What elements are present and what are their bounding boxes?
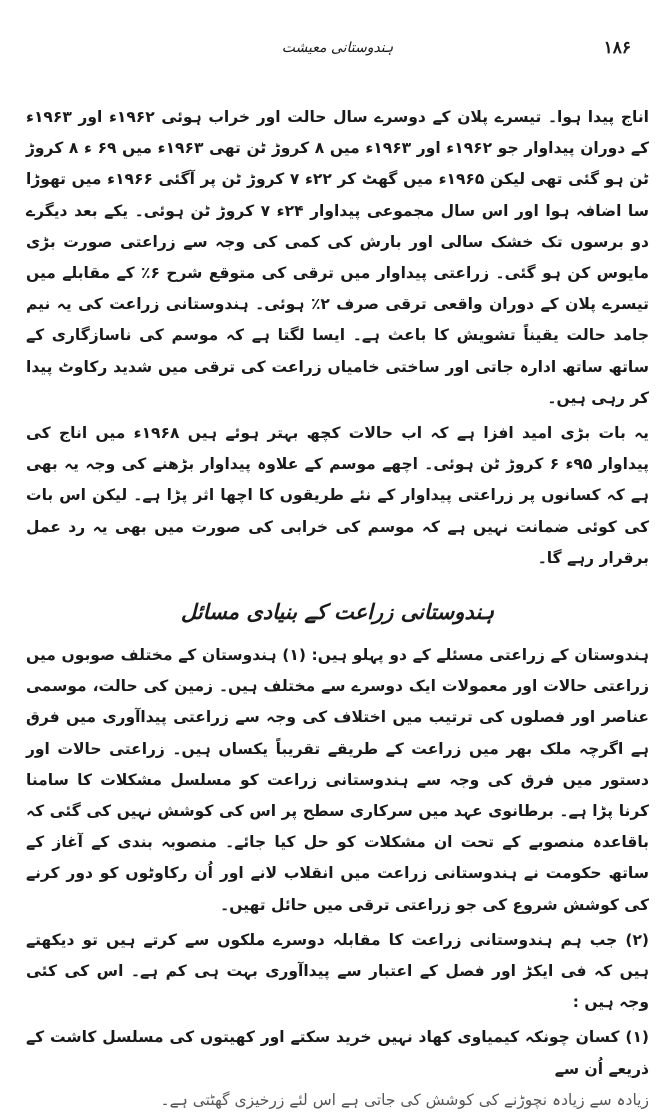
running-head: [26, 38, 649, 64]
paragraph-improved-conditions: یہ بات بڑی امید افزا ہے کہ اب حالات کچھ بہتر ہوئے ہیں ۱۹۶۸ء میں اناج کی پیداوار ۹۵ء ۶ کروڑ ٹن ہوئی۔ اچھے موسم کے علاوہ پیداوار بڑھنے کی وجہ یہ بھی ہے کہ کسانوں پر زراعتی پیداوار کے نئے طریقوں کا اچھا اثر پڑا ہے۔ لیکن اس بات کی کوئی ضمانت نہیں ہے کہ موسم کی خرابی کی صورت میں بھی یہ رد عمل برقرار رہے گا۔: [26, 424, 649, 567]
section-heading: ہندوستانی زراعت کے بنیادی مسائل: [180, 600, 495, 625]
paragraph-food-production: اناج پیدا ہوا۔ تیسرے پلان کے دوسرے سال حالت اور خراب ہوئی ۱۹۶۲ء اور ۱۹۶۳ء کے دوران پیداوار جو ۱۹۶۲ء اور ۱۹۶۳ء میں ۸ کروڑ ٹن تھی ۱۹۶۳ء میں ۶۹ ء ۸ کروڑ ٹن ہو گئی تھی لیکن ۱۹۶۵ء میں گھٹ کر ۲۲ء ۷ کروڑ ٹن پر آگئی ۱۹۶۶ء میں تھوڑا سا اضافہ ہوا اور اس سال مجموعی پیداوار ۲۴ء ۷ کروڑ ٹن ہوئی۔ یکے بعد دیگرے دو برسوں تک خشک سالی اور بارش کی کمی کی وجہ سے زراعتی صورت بڑی مایوس کن ہو گئی۔ زراعتی پیداوار میں ترقی کی متوقع شرح ۶٪ کے مقابلے میں تیسرے پلان کے دوران واقعی ترقی صرف ۲٪ ہوئی۔ ہندوستانی زراعت کی یہ نیم جامد حالت یقیناً تشویش کا باعث ہے۔ ایسا لگتا ہے کہ موسم کی ناسازگاری کے ساتھ ساتھ ادارہ جاتی اور ساختی خامیاں زراعت کی ترقی میں شدید رکاوٹ پیدا کر رہی ہیں۔: [26, 108, 650, 407]
page-number: ۱۸۶: [603, 38, 631, 58]
running-title: ہندوستانی معیشت: [281, 40, 394, 56]
paragraph-low-productivity: (۲) جب ہم ہندوستانی زراعت کا مقابلہ دوسرے ملکوں سے کرتے ہیں تو دیکھتے ہیں کہ فی ایکڑ اور فصل کے اعتبار سے پیداآوری بہت ہی کم ہے۔ اس کی کئی وجہ ہیں :: [26, 930, 649, 1012]
paragraph-agricultural-problems: ہندوستان کے زراعتی مسئلے کے دو پہلو ہیں: (۱) ہندوستان کے مختلف صوبوں میں زراعتی حالات اور معمولات ایک دوسرے سے مختلف ہیں۔ زمین کی حالت، موسمی عناصر اور فصلوں کی ترتیب میں اختلاف کی وجہ سے زراعتی پیداآوری میں فرق ہے اگرچہ ملک بھر میں زراعت کے طریقے تقریباً یکساں ہیں۔ زراعتی حالات اور دستور میں فرق کی وجہ سے ہندوستانی زراعت کو مسلسل مشکلات کا سامنا کرنا پڑا ہے۔ برطانوی عہد میں سرکاری سطح پر اس کی کوشش نہیں کی گئی کہ باقاعدہ منصوبے کے تحت ان مشکلات کو حل کیا جائے۔ منصوبہ بندی کے آغاز کے ساتھ حکومت نے ہندوستانی زراعت میں انقلاب لانے اور اُن رکاوٹوں کو دور کرنے کی کوشش شروع کی جو زراعتی ترقی میں حائل تھیں۔: [26, 646, 649, 914]
paragraph-reason-fertilizer-continued: زیادہ سے زیادہ نچوڑنے کی کوشش کی جاتی ہے اس لئے زرخیزی گھٹتی ہے۔: [160, 1090, 649, 1109]
paragraph-reason-fertilizer: (۱) کسان چونکہ کیمیاوی کھاد نہیں خرید سکتے اور کھیتوں کی مسلسل کاشت کے ذریعے اُن سے: [26, 1028, 649, 1078]
